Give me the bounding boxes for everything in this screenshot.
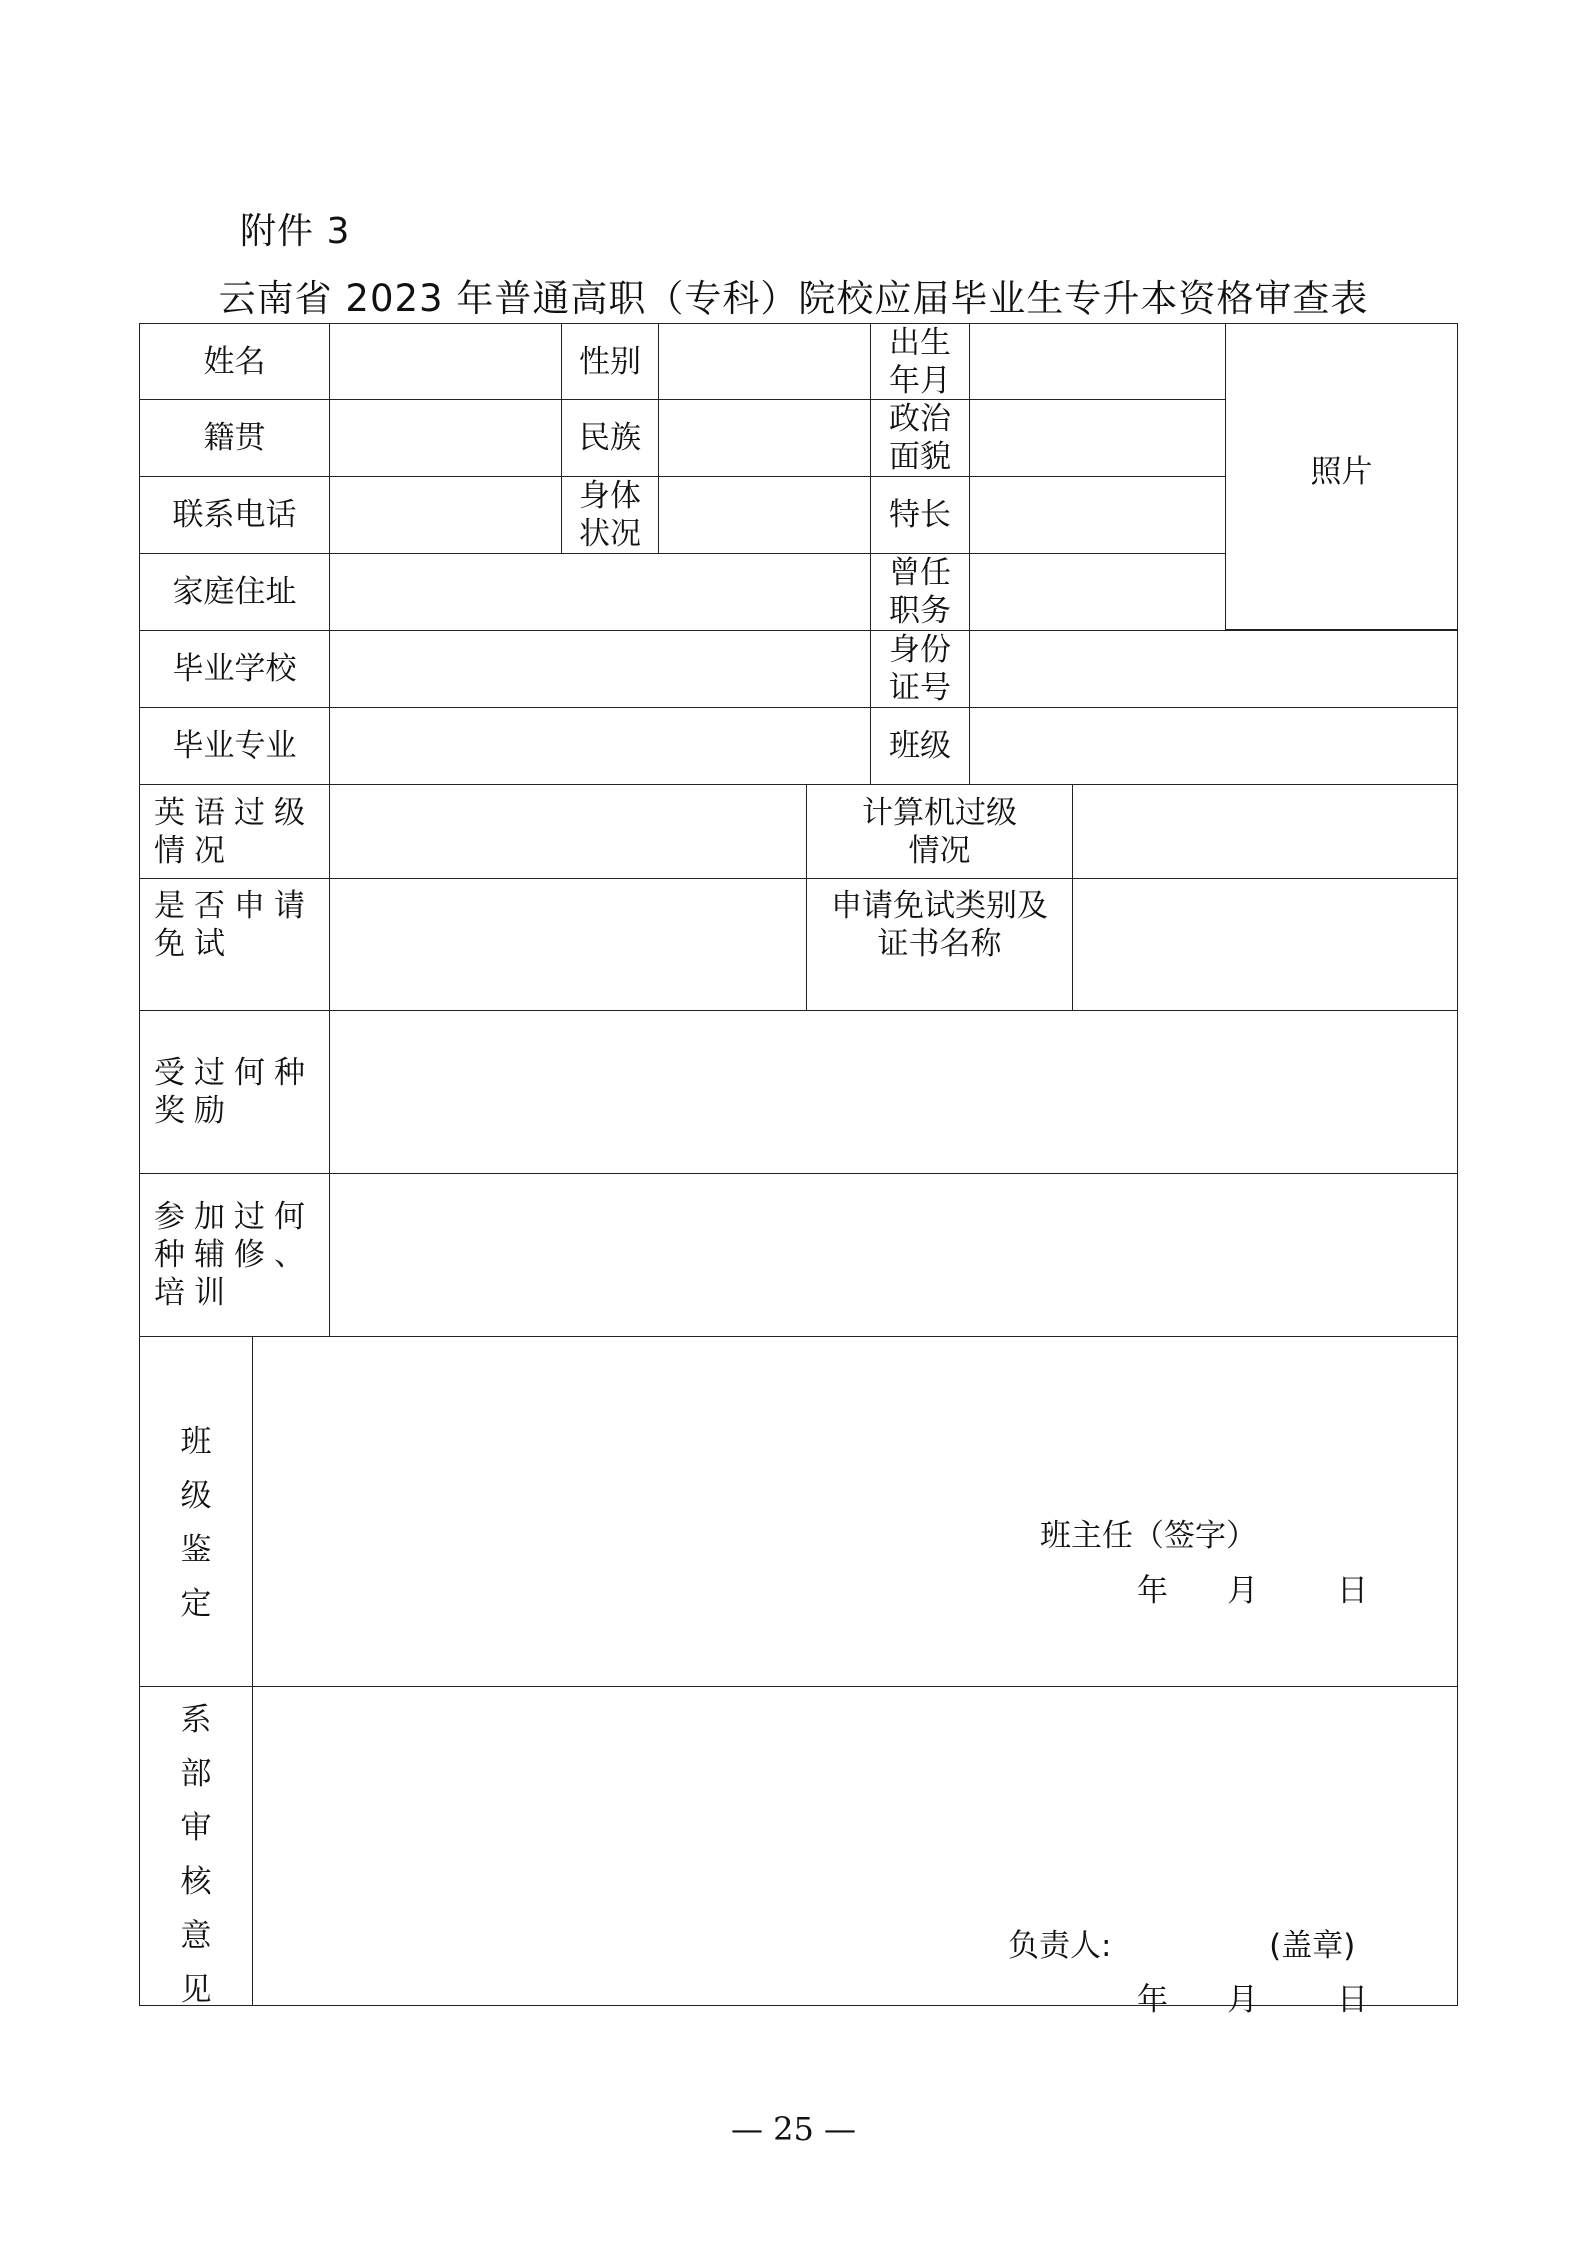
address-label: 家庭住址: [172, 574, 297, 610]
major-input-cell[interactable]: [329, 707, 871, 785]
form-title: 云南省 2023 年普通高职（专科）院校应届毕业生专升本资格审查表: [218, 277, 1369, 320]
health-input-cell[interactable]: [658, 476, 871, 554]
exemption-label-cell: [139, 878, 330, 1011]
class-input-cell[interactable]: [969, 707, 1458, 785]
awards-label: 受过何种奖励: [154, 1055, 314, 1129]
phone-label-cell: [139, 476, 330, 554]
class-label-cell: [870, 707, 970, 785]
address-input-cell[interactable]: [329, 553, 871, 631]
id-label: 身份证号: [889, 632, 951, 706]
dept-responsible-signature: 负责人: (盖章): [1008, 1928, 1356, 1964]
political-label-cell: [870, 399, 970, 477]
class-eval-label: 班级鉴定: [180, 1424, 212, 1622]
class-label: 班级: [889, 728, 951, 764]
dept-review-date: 年 月 日: [1137, 1982, 1368, 2018]
training-label: 参加过何种辅修、培训: [154, 1199, 314, 1311]
specialty-label: 特长: [889, 497, 951, 533]
training-input-cell[interactable]: [329, 1173, 1458, 1337]
photo-label: 照片: [1310, 453, 1373, 490]
class-eval-input-cell[interactable]: [252, 1336, 1458, 1687]
ethnicity-label: 民族: [579, 420, 641, 456]
major-label-cell: [139, 707, 330, 785]
former-post-label-cell: [870, 553, 970, 631]
exemption-input-cell[interactable]: [329, 878, 807, 1011]
attachment-label: 附件 3: [240, 211, 351, 252]
english-label: 英语过级情况: [154, 794, 314, 869]
former-post-input-cell[interactable]: [969, 553, 1226, 631]
gender-label: 性别: [579, 343, 641, 380]
exemption-label: 是否申请免试: [154, 887, 314, 962]
gender-input-cell[interactable]: [658, 323, 871, 400]
school-label-cell: [139, 630, 330, 708]
former-post-label: 曾任职务: [889, 555, 951, 629]
page-number: — 25 —: [730, 2110, 857, 2148]
english-input-cell[interactable]: [329, 784, 807, 879]
computer-label: 计算机过级情况: [862, 794, 1017, 869]
computer-label-cell: [806, 784, 1073, 879]
computer-input-cell[interactable]: [1072, 784, 1458, 879]
health-label: 身体状况: [579, 478, 641, 552]
id-input-cell[interactable]: [969, 630, 1458, 708]
class-teacher-signature: 班主任（签字）: [1040, 1518, 1257, 1554]
name-label-cell: [139, 323, 330, 400]
exemption-type-label-cell: [806, 878, 1073, 1011]
specialty-input-cell[interactable]: [969, 476, 1226, 554]
awards-input-cell[interactable]: [329, 1010, 1458, 1174]
exemption-type-input-cell[interactable]: [1072, 878, 1458, 1011]
photo-cell[interactable]: [1225, 323, 1458, 630]
native-place-label-cell: [139, 399, 330, 477]
phone-label: 联系电话: [172, 497, 297, 533]
name-input-cell[interactable]: [329, 323, 562, 400]
native-place-label: 籍贯: [203, 420, 266, 456]
dept-review-label: 系部审核意见: [180, 1702, 212, 2008]
class-eval-date: 年 月 日: [1137, 1573, 1368, 1609]
exemption-type-label: 申请免试类别及证书名称: [831, 887, 1048, 962]
birth-input-cell[interactable]: [969, 323, 1226, 400]
political-input-cell[interactable]: [969, 399, 1226, 477]
school-label: 毕业学校: [172, 651, 297, 687]
training-label-cell: [139, 1173, 330, 1337]
phone-input-cell[interactable]: [329, 476, 562, 554]
english-label-cell: [139, 784, 330, 879]
ethnicity-input-cell[interactable]: [658, 399, 871, 477]
native-place-input-cell[interactable]: [329, 399, 562, 477]
political-label: 政治面貌: [889, 401, 951, 475]
class-eval-label-cell: [139, 1336, 253, 1687]
gender-label-cell: [561, 323, 659, 400]
awards-label-cell: [139, 1010, 330, 1174]
birth-label: 出生年月: [889, 324, 951, 399]
dept-review-label-cell: [139, 1686, 253, 2006]
school-input-cell[interactable]: [329, 630, 871, 708]
major-label: 毕业专业: [172, 728, 297, 764]
name-label: 姓名: [203, 343, 266, 380]
ethnicity-label-cell: [561, 399, 659, 477]
qualification-review-form: [140, 324, 1458, 2007]
id-label-cell: [870, 630, 970, 708]
address-label-cell: [139, 553, 330, 631]
specialty-label-cell: [870, 476, 970, 554]
birth-label-cell: [870, 323, 970, 400]
health-label-cell: [561, 476, 659, 554]
